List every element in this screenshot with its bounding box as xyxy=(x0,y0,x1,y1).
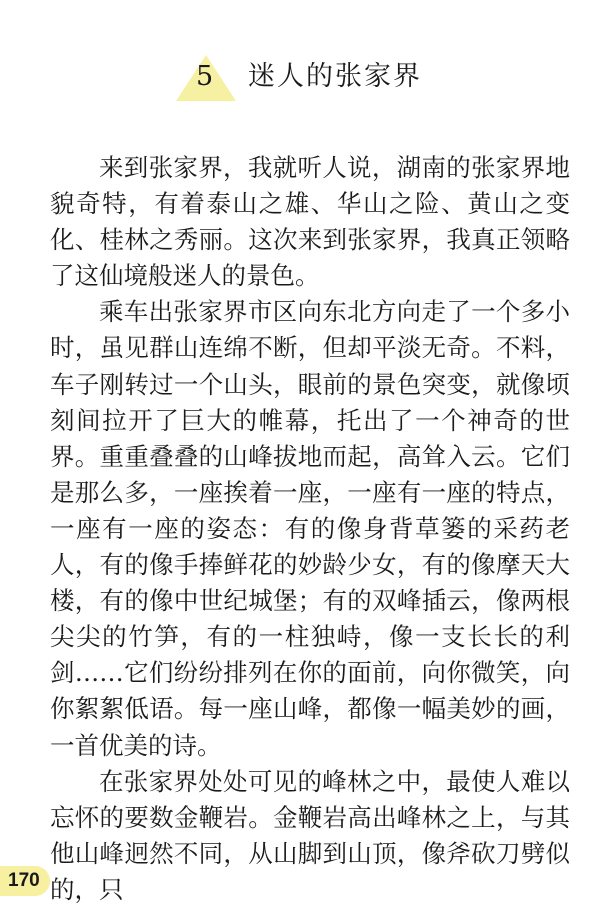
paragraph-3: 在张家界处处可见的峰林之中，最使人难以忘怀的要数金鞭岩。金鞭岩高出峰林之上，与其他山峰迥然不同，从山脚到山顶，像斧砍刀劈似的，只 xyxy=(50,766,570,904)
lesson-body xyxy=(50,150,570,908)
page-number: 170 xyxy=(8,870,40,891)
lesson-title-text: 迷人的张家界 xyxy=(248,61,422,92)
page-number-badge xyxy=(0,866,50,896)
paragraph-1: 来到张家界，我就听人说，湖南的张家界地貌奇特，有着泰山之雄、华山之险、黄山之变化、桂林之秀丽。这次来到张家界，我真正领略了这仙境般迷人的景色。 xyxy=(50,153,570,291)
lesson-number: 5 xyxy=(196,61,214,92)
lesson-title xyxy=(0,45,600,105)
paragraph-2: 乘车出张家界市区向东北方向走了一个多小时，虽见群山连绵不断，但却平淡无奇。不料，车子刚转过一个山头，眼前的景色突变，就像顷刻间拉开了巨大的帷幕，托出了一个神奇的世界。重重叠叠的山峰拔地而起，高耸入云。它们是那么多，一座挨着一座，一座有一座的特点，一座有一座的姿态：有的像身背草篓的采药老人，有的像手捧鲜花的妙龄少女，有的像摩天大楼，有的像中世纪城堡；有的双峰插云，像两根尖尖的竹笋，有的一柱独峙，像一支长长的利剑……它们纷纷排列在你的面前，向你微笑，向你絮絮低语。每一座山峰，都像一幅美妙的画，一首优美的诗。 xyxy=(50,297,570,760)
